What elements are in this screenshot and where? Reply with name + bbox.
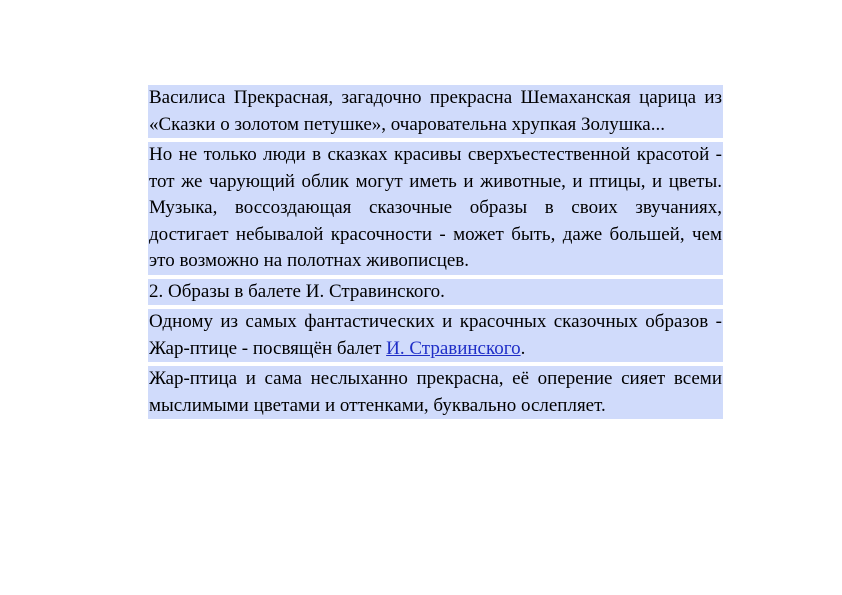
paragraph-firebird-plumage: Жар-птица и сама неслыханно прекрасна, её оперение сияет всеми мыслимыми цветами и оттенками, буквально ослепляет.: [148, 366, 723, 419]
section-heading: 2. Образы в балете И. Стравинского.: [148, 279, 723, 306]
paragraph-firebird-end: .: [520, 337, 526, 359]
paragraph-firebird-text: Одному из самых фантастических и красочных сказочных образов - Жар-птице - посвящён балет: [149, 311, 722, 359]
paragraph-firebird-ballet: [148, 309, 723, 362]
document-text-block: [148, 85, 723, 419]
paragraph-vasilisa: Василиса Прекрасная, загадочно прекрасна Шемаханская царица из «Сказки о золотом петушке», очаровательна хрупкая Золушка...: [148, 85, 723, 138]
paragraph-fairy-beauty: Но не только люди в сказках красивы сверхъестественной красотой - тот же чарующий облик могут иметь и животные, и птицы, и цветы. Музыка, воссоздающая сказочные образы в своих звучаниях, достигает небывалой красочности - может быть, даже большей, чем это возможно на полотнах живописцев.: [148, 142, 723, 275]
stravinsky-link[interactable]: И. Стравинского: [386, 337, 521, 359]
